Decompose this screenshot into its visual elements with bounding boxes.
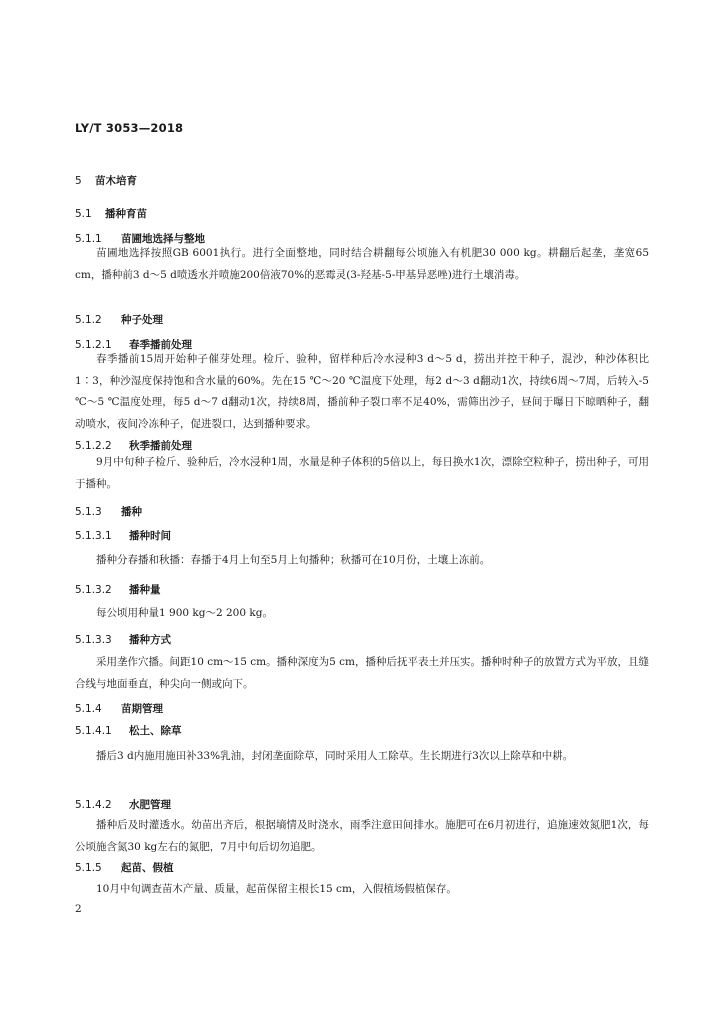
heading-title: 播种量 xyxy=(129,584,161,596)
heading-number: 5.1.3 xyxy=(75,506,102,518)
heading-title: 种子处理 xyxy=(121,314,163,326)
heading-title: 播种时间 xyxy=(129,530,171,542)
heading-number: 5.1.5 xyxy=(75,862,102,874)
heading-title: 播种育苗 xyxy=(105,208,147,220)
heading-title: 水肥管理 xyxy=(129,799,171,811)
heading-number: 5.1.1 xyxy=(75,233,102,245)
paragraph-5-1-2-2: 9月中旬种子检斤、验种后，冷水浸种1周，水量是种子体积的5倍以上，每日换水1次，漂除空粒种子，捞出种子，可用于播种。 xyxy=(75,456,649,490)
heading-5-1-2-2 xyxy=(75,438,192,453)
heading-number: 5.1.4.2 xyxy=(75,799,112,811)
heading-5-1-3-2 xyxy=(75,582,161,597)
paragraph-5-1-3-2: 每公顷用种量1 900 kg～2 200 kg。 xyxy=(96,607,273,619)
heading-5-1-3-1 xyxy=(75,528,171,543)
heading-title: 播种方式 xyxy=(129,634,171,646)
heading-5-1-3-3 xyxy=(75,632,171,647)
heading-number: 5.1.4.1 xyxy=(75,725,112,737)
heading-number: 5.1.4 xyxy=(75,703,102,715)
heading-5-1-4-1 xyxy=(75,723,182,738)
paragraph-5-1-1: 苗圃地选择按照GB 6001执行。进行全面整地，同时结合耕翻每公顷施入有机肥30 000 kg。耕翻后起垄，垄宽65 cm，播种前3 d～5 d喷透水并喷施200倍液70%的恶霉灵(3-羟基-5-甲基异恶唑)进行土壤消毒。 xyxy=(75,247,649,281)
heading-title: 播种 xyxy=(121,506,142,518)
paragraph-5-1-5: 10月中旬调查苗木产量、质量，起苗保留主根长15 cm，入假植场假植保存。 xyxy=(96,883,457,895)
paragraph-5-1-4-2: 播种后及时灌透水。幼苗出齐后，根据墒情及时浇水，雨季注意田间排水。施肥可在6月初进行，追施速效氮肥1次，每公顷施含氮30 kg左右的氮肥，7月中旬后切勿追肥。 xyxy=(75,819,649,853)
paragraph-5-1-3-1: 播种分春播和秋播：春播于4月上旬至5月上旬播种；秋播可在10月份，土壤上冻前。 xyxy=(96,554,491,566)
heading-title: 春季播前处理 xyxy=(129,339,192,351)
heading-number: 5.1.2.2 xyxy=(75,440,112,452)
standard-code: LY/T 3053—2018 xyxy=(75,121,184,135)
heading-title: 苗木培育 xyxy=(95,175,137,187)
page-number: 2 xyxy=(75,903,82,915)
heading-5-1-4-2 xyxy=(75,797,171,812)
heading-5-1-4 xyxy=(75,701,163,716)
heading-number: 5.1.2.1 xyxy=(75,339,112,351)
heading-title: 起苗、假植 xyxy=(121,862,174,874)
heading-number: 5.1.3.2 xyxy=(75,584,112,596)
heading-number: 5.1.3.1 xyxy=(75,530,112,542)
heading-title: 秋季播前处理 xyxy=(129,440,192,452)
heading-number: 5 xyxy=(75,175,82,187)
heading-title: 松土、除草 xyxy=(129,725,182,737)
heading-title: 苗期管理 xyxy=(121,703,163,715)
heading-5-1 xyxy=(75,206,147,221)
paragraph-5-1-3-3: 采用垄作穴播。间距10 cm～15 cm。播种深度为5 cm，播种后抚平表土并压实。播种时种子的放置方式为平放，且缝合线与地面垂直，种尖向一侧或向下。 xyxy=(75,656,649,690)
paragraph-5-1-2-1: 春季播前15周开始种子催芽处理。检斤、验种，留样种后冷水浸种3 d～5 d，捞出并控干种子，混沙，种沙体积比1∶3，种沙湿度保持饱和含水量的60%。先在15 ℃～20 ℃温度下处理，每2 d～3 d翻动1次，持续6周～7周，后转入-5 ℃～5 ℃温度处理，每5 d～7 d翻动1次，持续8周，播前种子裂口率不足40%，需筛出沙子，昼间于曝日下晾晒种子，翻动喷水，夜间冷冻种子，促进裂口，达到播种要求。 xyxy=(75,353,649,430)
heading-5 xyxy=(75,173,137,188)
heading-5-1-5 xyxy=(75,860,174,875)
heading-title: 苗圃地选择与整地 xyxy=(121,233,205,245)
heading-number: 5.1.3.3 xyxy=(75,634,112,646)
paragraph-5-1-4-1: 播后3 d内施用施田补33%乳油，封闭垄面除草，同时采用人工除草。生长期进行3次以上除草和中耕。 xyxy=(96,750,574,762)
heading-number: 5.1.2 xyxy=(75,314,102,326)
heading-5-1-3 xyxy=(75,504,142,519)
heading-5-1-2 xyxy=(75,312,163,327)
heading-number: 5.1 xyxy=(75,208,92,220)
